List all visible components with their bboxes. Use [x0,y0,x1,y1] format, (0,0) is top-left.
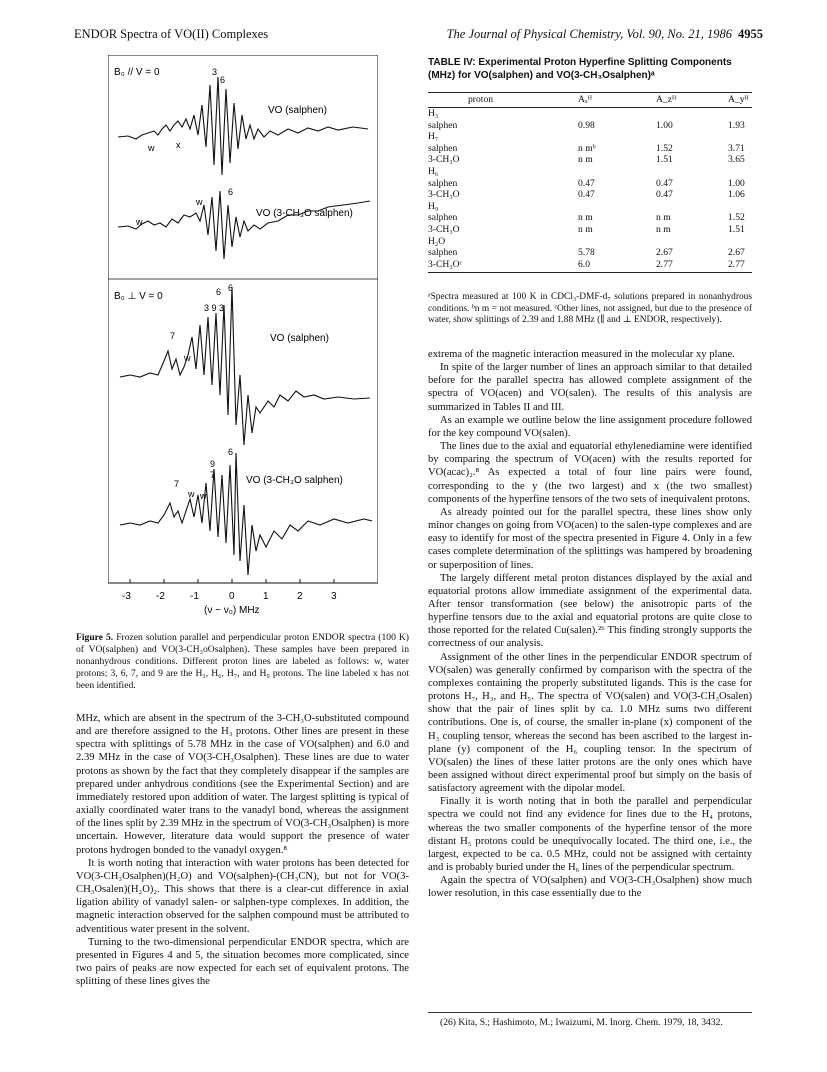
axis-tick-label: 0 [229,591,235,602]
axis-tick-label: -3 [122,591,131,602]
cell: 1.06 [728,189,745,201]
table-row [428,259,752,273]
peak-label: 7 [210,470,216,480]
paragraph: It is worth noting that interaction with water protons has been detected for VO(3-CH₃Osalphen)(H₂O) and VO(salphen)-(CH₃CN), but not for VO(3-CH₃Osalen)(H₂O)₂. This shows that there is a clear-cut difference in axial ligation ability of vanadyl salen- or salphen-type complexes. In addition, the magnetic interaction observed for the salphen compound must be attributed to adventitious water present in the solvent. [76,857,409,935]
peak-label: w [196,197,203,207]
table-title: TABLE IV: Experimental Proton Hyperfine Splitting Components (MHz) for VO(salphen) and VO(3-CH₃Osalphen)ᵃ [428,57,732,81]
trace-label: VO (salphen) [270,333,329,344]
peak-label: 3 9 3 [204,303,225,313]
paragraph: Finally it is worth noting that in both the parallel and perpendicular spectra we could not find any evidence for lines due to the H₄ protons, whereas the two smaller components of the hyperfine tensor of the more distant H₅ protons could be unequivocally located. The third one, i.e., the largest, expected to be ca. 0.5 MHz, could not be assigned with certainty and is probably buried under the H₆ lines of the perpendicular spectrum. [428,796,752,874]
peak-label: 6 [228,283,234,293]
spectrum-trace-vo-3ch3o-salphen-perpendicular [120,453,372,575]
column-header: proton [428,93,578,108]
cell: n m [656,212,671,224]
row-label: 3-CH₃Oᶜ [428,259,578,273]
table-group-row [428,131,752,143]
trace-label: VO (salphen) [268,105,327,116]
cell: 1.00 [656,119,673,131]
axis-tick-label: 3 [331,591,337,602]
peak-label: 3 [212,67,218,77]
peak-label: w [148,143,155,153]
panel-perpendicular-label: B₀ ⊥ V = 0 [114,291,163,302]
paragraph: Again the spectra of VO(salphen) and VO(3-CH₃Osalphen) show much lower resolution, in this case essentially due to the [428,875,752,900]
cell: 2.67 [656,247,673,259]
cell: 6.0 [578,259,656,273]
paragraph: As an example we outline below the line assignment procedure followed for the key compound VO(salen). [428,414,752,439]
row-label: salphen [428,247,458,259]
cell: 3.65 [728,154,745,166]
peak-label: w [136,217,143,227]
axis-tick-label: 2 [297,591,303,602]
running-header-left: ENDOR Spectra of VO(II) Complexes [74,27,269,41]
cell: 5.78 [578,247,595,259]
paragraph: As already pointed out for the parallel spectra, these lines show only minor changes on going from VO(acen) to the salen-type complexes and are easy to identify for most of the spectra presented in Figure 4. Only in a few cases complete determination of the splittings was hampered by broadening or superposition of lines. [428,506,752,571]
axis-tick-label: -1 [190,591,199,602]
paragraph: Turning to the two-dimensional perpendicular ENDOR spectra, which are presented in Figures 4 and 5, the situation becomes more complicated, since two pairs of peaks are now expected for each set of equivalent protons. The splitting of these lines gives the [76,936,409,988]
peak-label: 6 [216,287,222,297]
group-label: H₂O [428,235,446,247]
peak-label: 6 [228,187,234,197]
table-row [428,189,752,201]
table-group-row [428,108,752,120]
cell: 1.51 [656,154,673,166]
cell: n mᵇ [578,142,596,154]
cell: 1.00 [728,177,745,189]
axis-tick-label: -2 [156,591,165,602]
peak-label: w [200,491,207,501]
running-header-right [447,27,763,42]
paragraph: In spite of the larger number of lines an approach similar to that detailed before for the parallel spectra has allowed complete assignment of the spectra of VO(acen) and VO(salen). The results of this analysis are summarized in Tables II and III. [428,362,752,413]
peak-label: 6 [220,75,226,85]
row-label: salphen [428,177,458,189]
table-row [428,120,752,132]
figure-5-endor-spectra [108,55,378,615]
left-column-text [76,712,409,988]
reference-footnote: (26) Kita, S.; Hashimoto, M.; Iwaizumi, M. Inorg. Chem. 1979, 18, 3432. [440,1017,723,1028]
table-row [428,224,752,236]
trace-label: VO (3-CH₃O salphen) [256,208,353,219]
cell: n m [578,212,593,224]
paragraph: extrema of the magnetic interaction measured in the molecular xy plane. [428,349,735,360]
paragraph: MHz, which are absent in the spectrum of the 3-CH₃O-substituted compound and are therefore assigned to the H₃ protons. Other lines are present in these spectra with splittings of 5.78 MHz in the case of VO(salphen) and 6.0 and 2.39 MHz in the case of VO(3-CH₃Osalphen). These lines are due to water protons as shown by the fact that they completely disappear if the samples are prepared under anhydrous conditions (see the Experimental Section) and are immediately restored upon addition of water. The largest splitting is typical of axially coordinated water trans to the vanadyl bond, whereas the assignment of the lines split by 2.39 MHz in the spectrum of VO(3-CH₃Osalphen) is more uncertain. However, literature data would support the presence of water protons hydrogen bonded to the vanadyl oxygen.⁸ [76,713,409,856]
trace-label: VO (3-CH₃O salphen) [246,475,343,486]
figure-caption-text: Frozen solution parallel and perpendicular proton ENDOR spectra (100 K) of VO(salphen) and VO(3-CH₃oOsalphen). These samples have been prepared in nonanhydrous conditions. Different proton lines are labeled as follows: w, water protons; 3, 6, 7, and 9 are the H₃, H₆, H₇, and H₉ protons. The line labeled x has not been identified. [76,632,409,691]
table-group-row [428,236,752,248]
group-label: H₉ [428,200,439,212]
table-group-row [428,201,752,213]
row-label: salphen [428,212,458,224]
cell: 3.71 [728,142,745,154]
table-row [428,143,752,155]
table-footnotes: ᵃSpectra measured at 100 K in CDCl₃-DMF-d₇ solutions prepared in nonanhydrous conditions. ᵇn m = not measured. ᶜOther lines, not assigned, but due to the presence of water, show splittings of 2.39 and 1.88 MHz (∥ and ⊥ ENDOR, respectively). [428,292,752,326]
axis-tick-label: 1 [263,591,269,602]
cell: 1.93 [728,119,745,131]
column-header: A_yᴴ [728,93,752,108]
cell: 2.77 [728,259,752,273]
page-number: 4955 [738,27,763,41]
table-group-row [428,166,752,178]
column-header: A_zᴴ [656,93,728,108]
axis-title: (ν − ν₀) MHz [204,605,260,615]
cell: 0.47 [656,177,673,189]
spectrum-trace-vo-salphen-parallel [118,77,368,175]
cell: 1.52 [728,212,745,224]
cell: 0.47 [578,189,595,201]
group-label: H₇ [428,131,439,143]
row-label: salphen [428,142,458,154]
group-label: H₆ [428,165,439,177]
cell: n m [578,154,593,166]
table-row [428,247,752,259]
peak-label: 9 [210,459,216,469]
spectrum-trace-vo-salphen-perpendicular [120,287,370,445]
panel-parallel-label: B₀ // V = 0 [114,67,160,78]
spectrum-trace-vo-3ch3o-salphen-parallel [118,191,370,259]
cell: n m [578,223,593,235]
table-row [428,178,752,190]
right-column-text [428,348,752,901]
cell: 0.47 [578,177,595,189]
hyperfine-table [428,92,752,273]
row-label: 3-CH₃O [428,189,460,201]
paragraph: The largely different metal proton distances displayed by the axial and equatorial protons allow immediate assignment of the experimental data. After tensor transformation (see below) the anisotropic parts of the hyperfine tensors due to the axial and equatorial protons are quite close to those reported for the related Cu(salen).²⁶ This finding strongly supports the correctness of our analysis. [428,572,752,650]
paragraph: The lines due to the axial and equatorial ethylenediamine were identified by comparing the spectrum of VO(acen) with the results reported for VO(acac)₂.⁸ As expected a total of four line pairs were found, corresponding to the y (the two largest) and x (the two smallest) components of the hyperfine tensors of the two sets of inequivalent protons. [428,441,752,505]
group-label: H₃ [428,108,439,119]
row-label: salphen [428,119,458,131]
peak-label: x [176,140,181,150]
peak-label: 6 [228,447,234,457]
cell: 0.98 [578,119,595,131]
cell: 0.47 [656,189,673,201]
peak-label: 7 [174,479,180,489]
figure-caption-label: Figure 5. [76,632,114,643]
peak-label: 7 [170,331,176,341]
figure-caption [76,632,409,692]
column-header: Aₓᴴ [578,93,656,108]
table-row [428,154,752,166]
cell: 1.52 [656,142,673,154]
cell: 2.67 [728,247,745,259]
peak-label: w [184,353,191,363]
paragraph: Assignment of the other lines in the perpendicular ENDOR spectrum of VO(salen) was generally confirmed by comparison with the spectra of the complexes containing the properly substituted ligands. This is the case for protons H₇, H₃, and H₅. The spectra of VO(salen) and VO(3-CH₃Osalen) show that the pair of lines split by ca. 1.0 MHz sums two different contributions. One is, of course, the smaller in-plane (x) component of the H₃ coupling tensor, whereas the second has been ascribed to the largest in-plane (y) component of the H₆ coupling tensor. In the spectrum of VO(salen) the lines of these latter protons are the only ones which have been assigned without direct experimental proof but simply on the basis of satisfactory agreement with the dipolar model. [428,651,752,795]
cell: 1.51 [728,223,745,235]
journal-citation: The Journal of Physical Chemistry, Vol. 90, No. 21, 1986 [446,27,732,41]
peak-label: w [188,489,195,499]
footnote-divider [428,1012,752,1013]
row-label: 3-CH₃O [428,223,460,235]
table-header-row [428,93,752,108]
row-label: 3-CH₃O [428,154,460,166]
cell: n m [656,223,671,235]
cell: 2.77 [656,259,728,273]
table-row [428,212,752,224]
